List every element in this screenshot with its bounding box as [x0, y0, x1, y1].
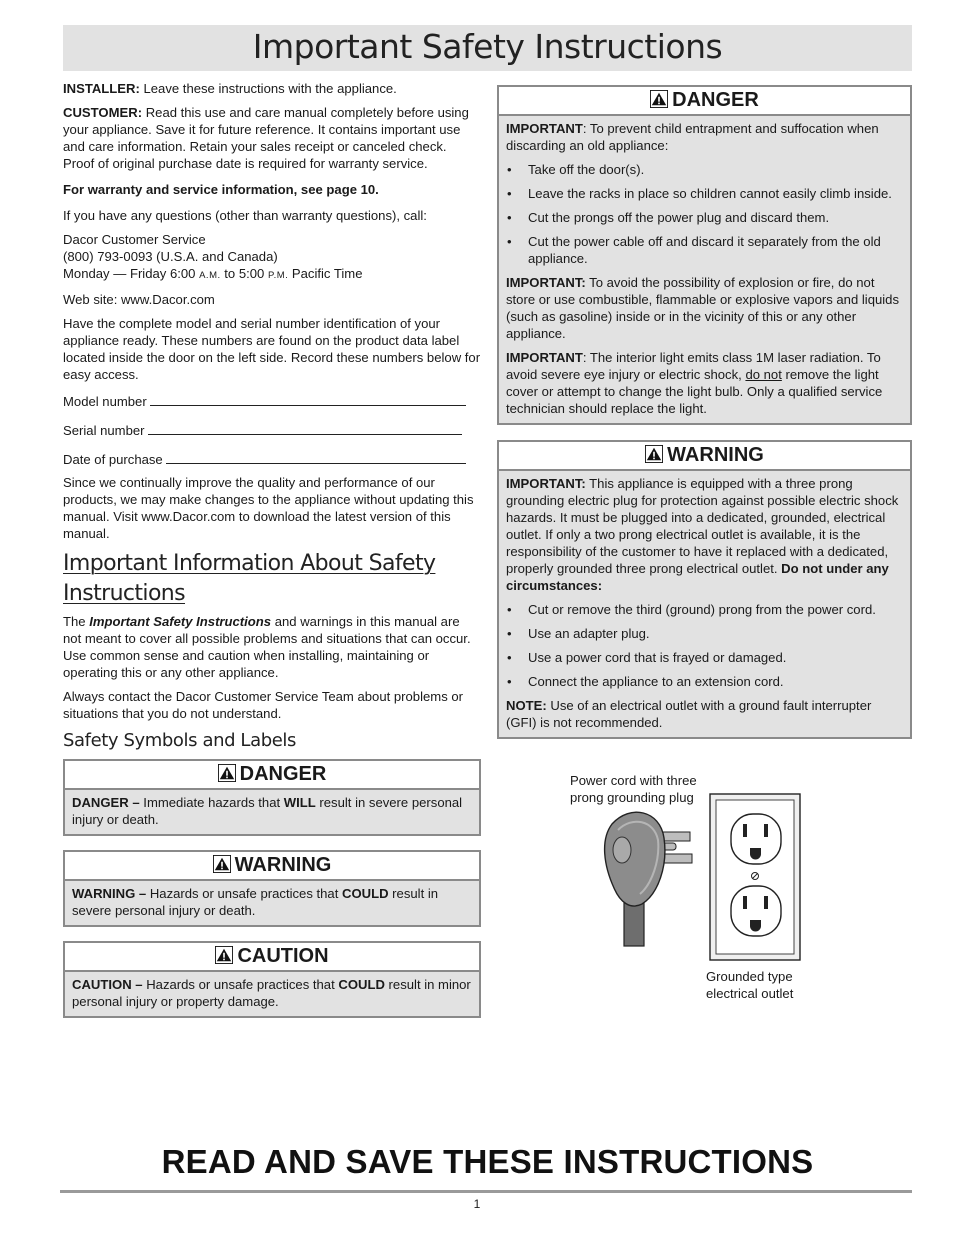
warning-p1 [506, 475, 903, 594]
list-item: • Leave the racks in place so children cannot easily climb inside. [506, 185, 903, 202]
caution-text-b: result in minor personal injury or property damage. [72, 977, 471, 1009]
installer-text: Leave these instructions with the appliance. [139, 81, 397, 96]
caution-label-head [65, 943, 479, 972]
warning-lead: WARNING – [72, 886, 147, 901]
model-number-label: Model number [63, 394, 147, 409]
plug-caption-line-1: Power cord with three [570, 773, 697, 788]
electrical-outlet-icon [710, 794, 800, 960]
info-p1-b: and warnings in this manual are not meant to cover all possible problems and situations that can occur. Use common sense and caution when installing, maintaining or operating this or any other appliance. [63, 614, 471, 680]
warning-text-a: Hazards or unsafe practices that [146, 886, 342, 901]
warning-triangle-icon [215, 946, 233, 964]
warning-note-text: Use of an electrical outlet with a ground fault interrupter (GFI) is not recommended. [506, 698, 872, 730]
symbols-heading: Safety Symbols and Labels [63, 730, 296, 751]
warning-triangle-icon [650, 90, 668, 108]
danger-lead: DANGER – [72, 795, 140, 810]
serial-number-field[interactable] [148, 421, 462, 435]
questions-paragraph: If you have any questions (other than warranty questions), call: [63, 208, 427, 223]
warranty-note [63, 181, 481, 198]
warning-triangle-icon [218, 764, 236, 782]
caution-label-text [72, 976, 472, 1010]
footer-title: READ AND SAVE THESE INSTRUCTIONS [161, 1143, 814, 1180]
danger-label-head [65, 761, 479, 790]
list-item: • Take off the door(s). [506, 161, 903, 178]
installer-label: INSTALLER: [63, 81, 140, 96]
danger-box-body [499, 116, 910, 423]
caution-label-box [63, 941, 481, 1018]
service-hours: Monday — Friday 6:00 [63, 266, 200, 281]
danger-label-text [72, 794, 472, 828]
service-contact [63, 231, 481, 284]
serial-number-row [63, 421, 481, 439]
warning-note [506, 697, 903, 731]
info-paragraph-1 [63, 613, 481, 681]
danger-box-head [499, 87, 910, 116]
customer-label: CUSTOMER: [63, 105, 143, 120]
danger-p2-text: To avoid the possibility of explosion or fire, do not store or use combustible, flammable or explosive vapors and liquids (such as gasoline) inside or in the vicinity of this or any other appliance. [506, 275, 900, 341]
model-intro: Have the complete model and serial number identification of your appliance ready. These numbers are found on the product data label located inside the door on the left side. Record these numbers below for easy access. [63, 316, 481, 382]
model-number-row [63, 392, 481, 410]
warning-label-title: WARNING [234, 854, 332, 876]
danger-p3-text-b: remove the light cover or attempt to change the light bulb. Only a qualified service technician should replace the light. [506, 367, 883, 416]
danger-p2 [506, 274, 903, 342]
danger-strong: WILL [283, 795, 316, 810]
website: Web site: www.Dacor.com [63, 292, 215, 307]
danger-text-a: Immediate hazards that [139, 795, 284, 810]
outlet-caption-line-2: electrical outlet [706, 986, 794, 1001]
outlet-caption [706, 968, 793, 1002]
left-column [63, 80, 481, 1032]
warning-box-body [499, 471, 910, 737]
power-plug-icon [605, 812, 692, 946]
caution-lead: CAUTION – [72, 977, 143, 992]
warning-label-text [72, 885, 472, 919]
danger-p1-label: IMPORTANT [506, 121, 583, 136]
danger-box-title: DANGER [672, 89, 759, 111]
warning-triangle-icon [213, 855, 231, 873]
danger-list [506, 161, 903, 267]
service-phone: (800) 793-0093 (U.S.A. and Canada) [63, 249, 278, 264]
warning-note-label: NOTE: [506, 698, 547, 713]
warning-text-b: result in severe personal injury or death. [72, 886, 439, 918]
title-bar [63, 25, 912, 71]
info-heading: Important Information About Safety Instructions [63, 551, 436, 606]
outlet-caption-line-1: Grounded type [706, 969, 793, 984]
page-number: 1 [473, 1197, 481, 1211]
installer-paragraph [63, 80, 481, 97]
info-p1-a: The [63, 614, 90, 629]
pm-label: P.M. [267, 270, 289, 281]
service-name: Dacor Customer Service [63, 232, 206, 247]
warning-box-title: WARNING [667, 444, 764, 466]
danger-box [497, 85, 912, 425]
serial-number-label: Serial number [63, 423, 145, 438]
list-item: • Use a power cord that is frayed or damaged. [506, 649, 903, 666]
customer-text: Read this use and care manual completely before using your appliance. Save it for future reference. It contains important use and care information. Retain your sales receipt or canceled check. Proof of original purchase date is required for warranty service. [63, 105, 469, 171]
danger-label-body [65, 790, 479, 834]
plug-outlet-illustration [560, 770, 820, 970]
am-label: A.M. [199, 270, 221, 281]
danger-label-box [63, 759, 481, 836]
warning-triangle-icon [645, 445, 663, 463]
danger-p2-label: IMPORTANT: [506, 275, 586, 290]
plug-outlet-figure [560, 770, 820, 1010]
danger-p1-text: : To prevent child entrapment and suffocation when discarding an old appliance: [506, 121, 879, 153]
warning-p1-text: This appliance is equipped with a three prong grounding electric plug for protection against possible electric shock hazards. It must be plugged into a dedicated, grounded, electrical outlet. If only a two prong electrical outlet is available, it is the responsibility of the customer to have it replaced with a dedicated, properly grounded three prong electrical outlet. [506, 476, 899, 576]
caution-strong: COULD [338, 977, 385, 992]
warning-strong: COULD [341, 886, 389, 901]
danger-p1 [506, 120, 903, 154]
list-item: • Cut or remove the third (ground) prong from the power cord. [506, 601, 903, 618]
date-of-purchase-label: Date of purchase [63, 452, 163, 467]
info-paragraph-2: Always contact the Dacor Customer Service Team about problems or situations that you do not understand. [63, 689, 464, 721]
list-item: • Connect the appliance to an extension cord. [506, 673, 903, 690]
danger-p3-underline: do not [745, 367, 782, 382]
warning-label-head [65, 852, 479, 881]
warning-label-box [63, 850, 481, 927]
warning-p1-strong: Do not under any circumstances: [506, 561, 889, 593]
danger-text-b: result in severe personal injury or death. [72, 795, 463, 827]
date-of-purchase-field[interactable] [166, 450, 466, 464]
danger-p3-label: IMPORTANT [506, 350, 583, 365]
page-title: Important Safety Instructions [252, 27, 723, 66]
caution-label-body [65, 972, 479, 1016]
info-p1-emphasis: Important Safety Instructions [89, 614, 272, 629]
plug-caption-line-2: prong grounding plug [570, 790, 694, 805]
date-of-purchase-row [63, 450, 481, 468]
list-item: • Cut the prongs off the power plug and discard them. [506, 209, 903, 226]
list-item: • Use an adapter plug. [506, 625, 903, 642]
caution-label-title: CAUTION [237, 945, 329, 967]
list-item: • Cut the power cable off and discard it separately from the old appliance. [506, 233, 903, 267]
warning-label-body [65, 881, 479, 925]
service-hours-to: to 5:00 [220, 266, 268, 281]
right-column [497, 85, 912, 753]
caution-text-a: Hazards or unsafe practices that [142, 977, 339, 992]
warning-list [506, 601, 903, 690]
footer-divider [60, 1190, 912, 1193]
model-number-field[interactable] [150, 392, 466, 406]
improve-paragraph: Since we continually improve the quality and performance of our products, we may make changes to the appliance without updating this manual. Visit www.Dacor.com to download the latest version of this manual. [63, 475, 474, 541]
warning-box [497, 440, 912, 739]
warranty-note-text: For warranty and service information, see page 10. [63, 182, 379, 197]
service-timezone: Pacific Time [288, 266, 363, 281]
customer-paragraph [63, 104, 481, 172]
danger-p3-text-a: : The interior light emits class 1M laser radiation. To avoid severe eye injury or electric shock, [506, 350, 881, 382]
warning-p1-label: IMPORTANT: [506, 476, 586, 491]
danger-label-title: DANGER [239, 763, 327, 785]
danger-p3 [506, 349, 903, 417]
warning-box-head [499, 442, 910, 471]
